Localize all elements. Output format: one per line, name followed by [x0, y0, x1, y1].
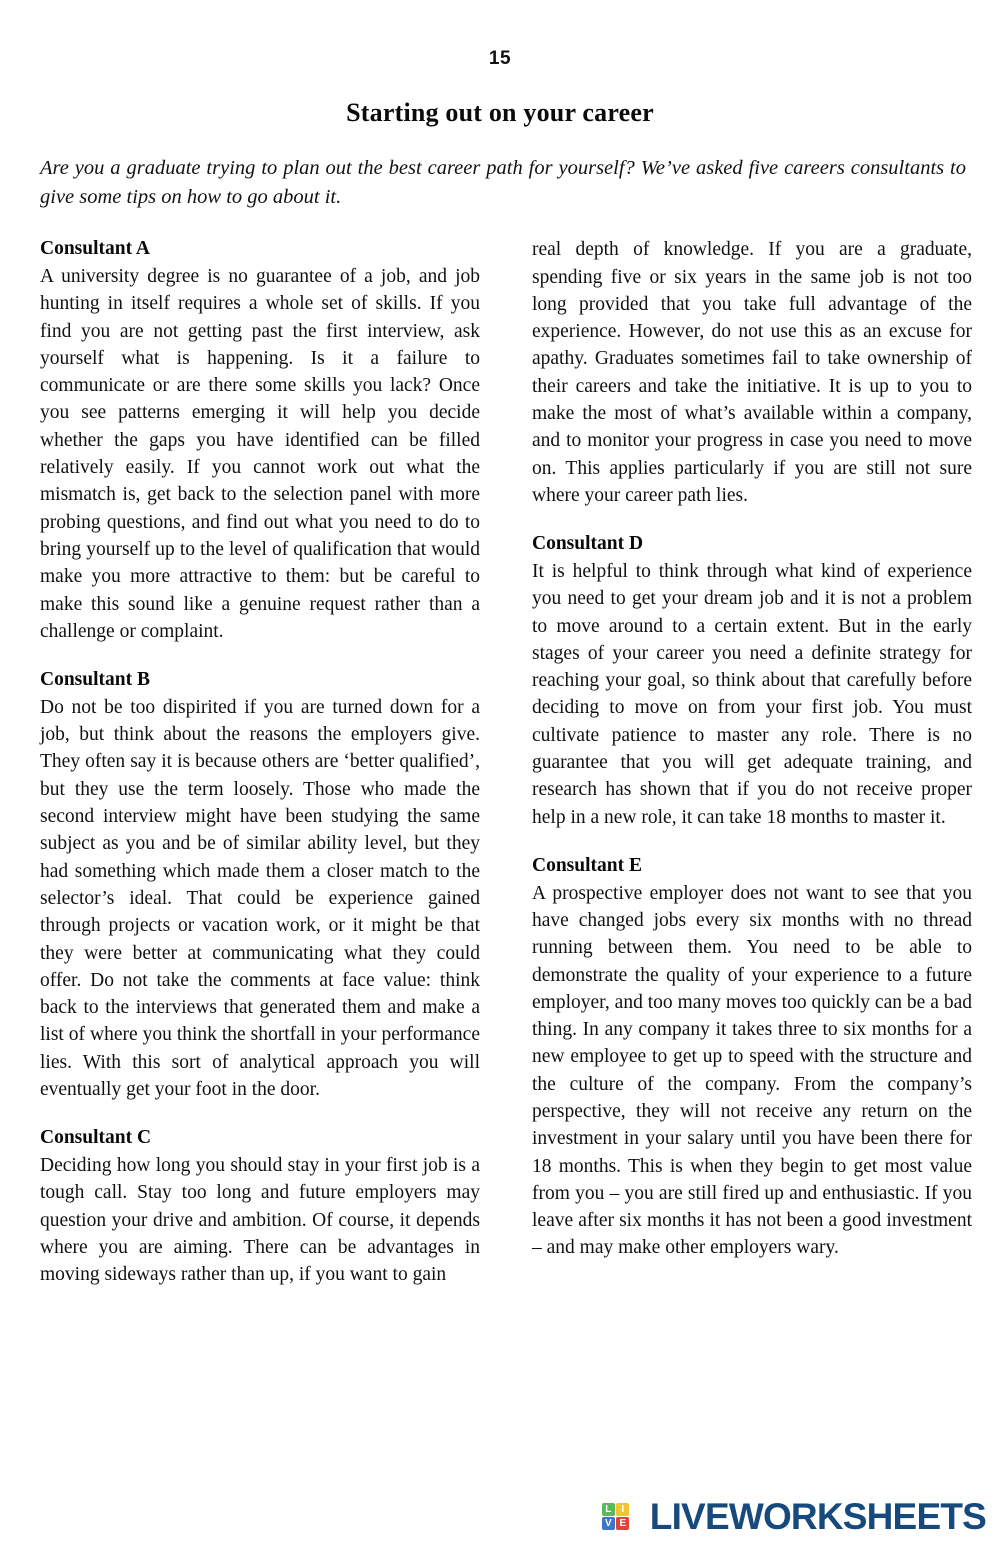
consultant-b-heading: Consultant B	[40, 669, 150, 691]
consultant-section-e	[532, 853, 972, 1262]
logo-tile-blank-top	[631, 1503, 644, 1516]
consultant-c-heading: Consultant C	[40, 1127, 152, 1149]
consultant-c-continuation: real depth of knowledge. If you are a graduate, spending five or six years in the same job is not too long provided that you take full advantage of the experience. However, do not use this as an excuse for apathy. Graduates sometimes fail to take ownership of their careers and take the initiative. It is up to you to make the most of what’s available within a company, and to monitor your progress in case you need to move on. This applies particularly if you are still not sure where your career path lies.	[532, 239, 972, 506]
consultant-section-b	[40, 667, 480, 1103]
consultant-a-heading: Consultant A	[40, 238, 150, 260]
consultant-a-body: A university degree is no guarantee of a job, and job hunting in itself requires a whole set of skills. If you find you are not getting past the first interview, ask yourself what is happening. Is it a failure to communicate or are there some skills you lack? Once you see patterns emerging it will help you decide whether the gaps you have identified can be filled relatively easily. If you cannot work out what the mismatch is, get back to the selection panel with more probing questions, and find out what you need to do to bring yourself up to the level of qualification that would make you more attractive to them: but be careful to make this sound like a genuine request rather than a challenge or complaint.	[40, 265, 480, 642]
consultant-e-heading: Consultant E	[532, 854, 642, 876]
right-column	[532, 236, 972, 1284]
consultant-c-body: Deciding how long you should stay in your first job is a tough call. Stay too long and future employers may question your drive and ambition. Of course, it depends where you are aiming. There can be advantages in moving sideways rather than up, if you want to gain	[40, 1155, 480, 1286]
logo-tile-blank-bottom	[631, 1517, 644, 1530]
consultant-d-body: It is helpful to think through what kind of experience you need to get your dream job and it is not a problem to move around to a certain extent. But in the early stages of your career you need a definite strategy for reaching your goal, so think about that carefully before deciding to move on from your first job. You must cultivate patience to master any role. There is no guarantee that you will get adequate training, and research has shown that if you do not receive proper help in a new role, it can take 18 months to master it.	[532, 560, 972, 828]
liveworksheets-wordmark: LIVEWORKSHEETS	[649, 1496, 986, 1537]
consultant-section-c	[40, 1125, 480, 1288]
consultant-b-body: Do not be too dispirited if you are turned down for a job, but think about the reasons the employers give. They often say it is because others are ‘better qualified’, but they use the term loosely. Those who made the second interview might have been studying the same subject as you and be of similar ability level, but they had something which made them a closer match to the selector’s ideal. That could be experience gained through projects or vacation work, or it might be that they were better at communicating what they could offer. Do not take the comments at face value: think back to the interviews that generated them and make a list of where you think the shortfall in your performance lies. With this sort of analytical approach you will eventually get your foot in the door.	[40, 696, 480, 1100]
logo-tile-e: E	[616, 1517, 629, 1530]
consultant-d-heading: Consultant D	[532, 533, 644, 555]
intro-paragraph: Are you a graduate trying to plan out the best career path for yourself? We’ve asked five careers consultants to give some tips on how to go about it.	[40, 157, 966, 209]
page-number: 15	[488, 48, 512, 69]
logo-tile-v: V	[602, 1517, 615, 1530]
logo-tile-l: L	[602, 1503, 615, 1516]
consultant-section-d	[532, 531, 972, 831]
page-title: Starting out on your career	[346, 98, 654, 127]
live-tiles-icon	[602, 1503, 644, 1531]
logo-tile-i: I	[616, 1503, 629, 1516]
two-column-body	[40, 236, 972, 1310]
left-column	[40, 236, 480, 1310]
consultant-section-a	[40, 236, 480, 645]
liveworksheets-logo[interactable]	[602, 1498, 986, 1535]
consultant-e-body: A prospective employer does not want to see that you have changed jobs every six months with no thread running between them. You need to be able to demonstrate the quality of your experience to a future employer, and too many moves too quickly can be a bad thing. In any company it takes three to six months for a new employee to get up to speed with the structure and the culture of the company. From the company’s perspective, they will not receive any return on the investment in your salary until you have been there for 18 months. This is when they begin to get most value from you – you are still fired up and enthusiastic. If you leave after six months it has not been a good investment – and may make other employers wary.	[532, 882, 972, 1259]
